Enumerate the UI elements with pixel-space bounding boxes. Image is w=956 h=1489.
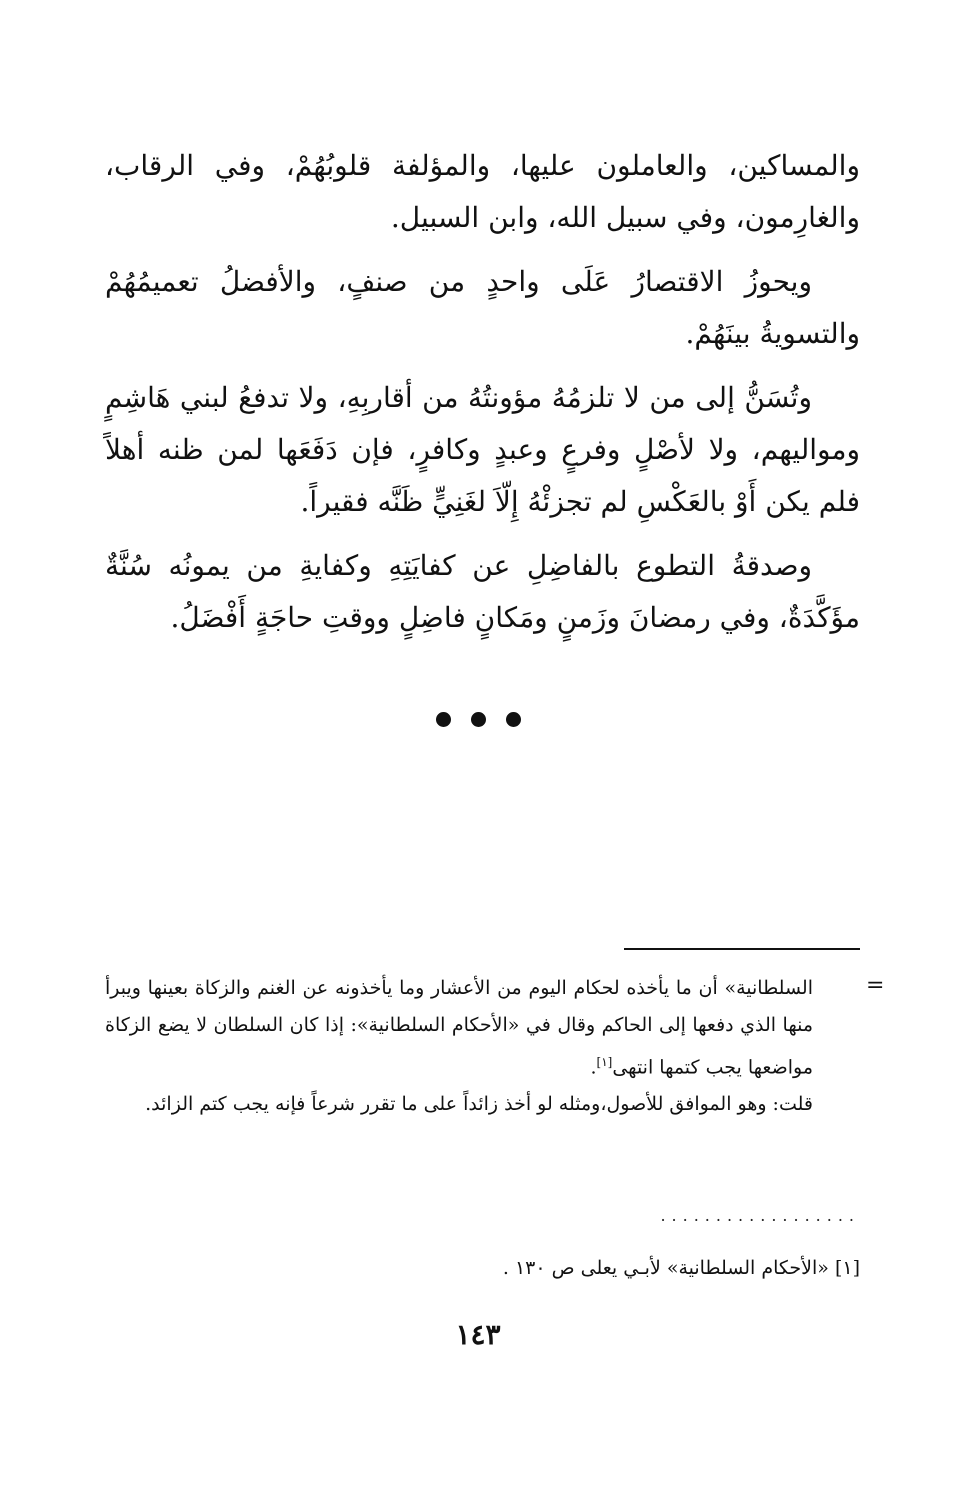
- footnote-first-end: .: [590, 1056, 597, 1079]
- footnotes: [105, 970, 813, 1123]
- footnote-continuation-mark: =: [866, 973, 885, 998]
- paragraph-4: وصدقةُ التطوع بالفاضِلِ عن كفايَتِهِ وكفايةِ من يمونُه سُنَّةٌ مؤَكَّدَةٌ، وفي رمضانَ وزَمنٍ ومَكانٍ فاضِلٍ ووقتِ حاجَةٍ أَفْضَلُ.: [105, 549, 860, 634]
- footnote-rule: [624, 948, 860, 950]
- footnote-second: قلت: وهو الموافق للأصول،ومثله لو أخذ زائداً على ما تقرر شرعاً فإنه يجب كتم الزائد.: [145, 1093, 813, 1116]
- note-dotted-separator: ..................: [660, 1206, 860, 1225]
- footnote-first: [105, 970, 813, 1086]
- separator-dot: [436, 712, 451, 727]
- page-number: ١٤٣: [455, 1318, 501, 1351]
- separator-dot: [471, 712, 486, 727]
- paragraph-3: وتُسَنُّ إلى من لا تلزمُهُ مؤونتُهُ من أقاربِهِ، ولا تدفعُ لبني هَاشِمٍ ومواليهم، ولا لأصْلٍ وفرعٍ وعبدٍ وكافرٍ، فإن دَفَعَها لمن ظنه أهلاً فلم يكن أَوْ بالعَكْسِ لم تجزئْهُ إِلّاَ لغَنِيٍّ ظَنَّه فقيراً.: [105, 381, 861, 518]
- main-text: [105, 140, 860, 656]
- paragraph-1: والمساكين، والعاملون عليها، والمؤلفة قلوبُهُمْ، وفي الرقاب، والغارِمون، وفي سبيل الله، وابن السبيل.: [105, 149, 860, 234]
- paragraph-2: ويحوزُ الاقتصارُ عَلَى واحدٍ من صنفٍ، والأفضلُ تعميمُهُمْ والتسويةُ بينَهُمْ.: [105, 265, 860, 350]
- section-separator: [0, 712, 956, 727]
- endnote: [١] «الأحكام السلطانية» لأبـي يعلى ص ١٣٠ .: [502, 1257, 860, 1279]
- separator-dot: [506, 712, 521, 727]
- footnote-first-text: السلطانية» أن ما يأخذه لحكام اليوم من الأعشار وما يأخذونه عن الغنم والزكاة بعينها ويبرأ منها الذي دفعها إلى الحاكم وقال في «الأحكام السلطانية»: إذا كان السلطان لا يضع الزكاة مواضعها يجب كتمها انتهى: [105, 977, 813, 1079]
- footnote-ref-mark: [١]: [596, 1055, 613, 1069]
